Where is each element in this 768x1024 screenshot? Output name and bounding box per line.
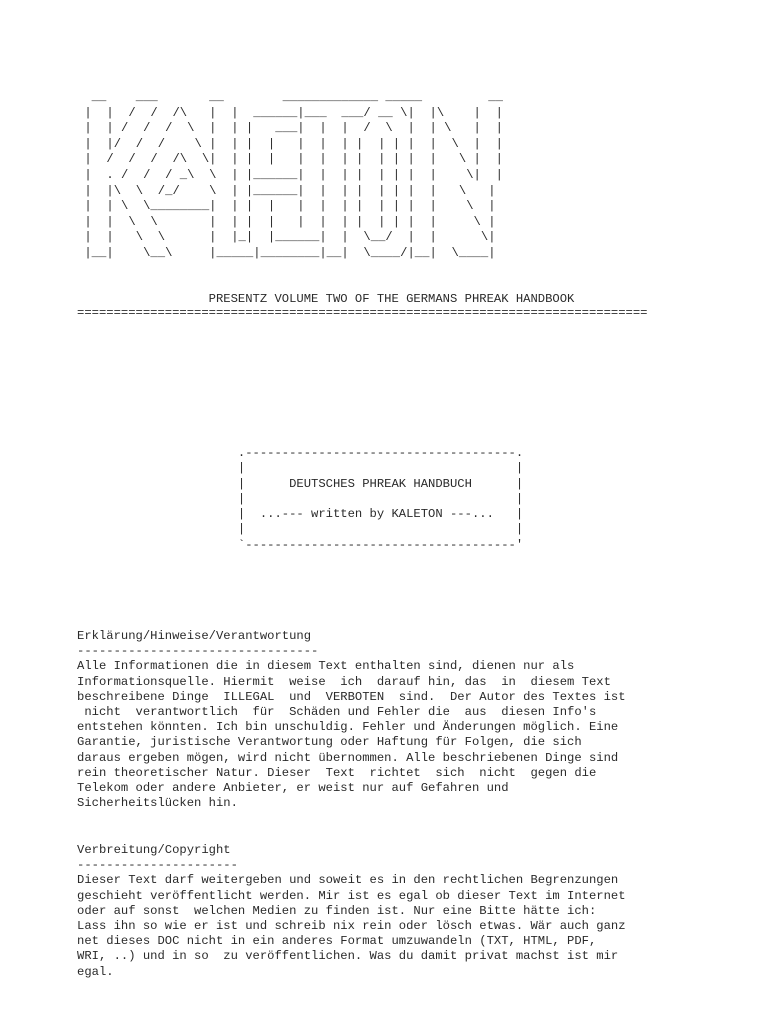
presentz-line: PRESENTZ VOLUME TWO OF THE GERMANS PHREAK HANDBOOK xyxy=(77,292,575,306)
section-body: Dieser Text darf weitergeben und soweit es in den rechtlichen Begrenzungen geschieht veröffentlicht werden. Mir ist es egal ob dieser Text im Internet oder auf sonst welchen Medien zu finden ist. Nur eine Bitte hätte ich: Lass ihn so wie er ist und schreib nix rein oder lösch etwas. Wär auch ganz net dieses DOC nicht in ein anderes Format umzuwandeln (TXT, HTML, PDF, WRI, ..) und in so zu veröffentlichen. Was du damit privat machst ist mir egal. xyxy=(77,873,626,979)
kaleton-ascii-logo: __ ___ __ _____________ _____ __ | | / / /\ | | ______|___ ___/ __ \| |\ | | | | / / / \ | | | ___| | | / \ | | \ | | | |/ / / \ | | | | | | | | | | | | \ | | | / / / /\ \| | | | | | | | | | | | \ | | | . / / / _\ \ | |______| | | | | | | | \| | | |\ \ /_/ \ | |______| | | | | | | | \ | | | \ \________| | | | | | | | | | | | \ | | | \ \ | | | | | | | | | | | | \ | | | \ \ | |_| |______| | \__/ | | \| |__| \__\ |_____|________|__| \____/|__| \____| xyxy=(84,90,503,260)
title-box: .-------------------------------------. | | | DEUTSCHES PHREAK HANDBUCH | | | | ...--- written by KALETON ---... | | | `-------------------------------------' xyxy=(237,446,524,552)
separator-rule: ============================================================================== xyxy=(77,306,648,320)
section-body: Alle Informationen die in diesem Text enthalten sind, dienen nur als Informationsquelle. Hiermit weise ich darauf hin, das in diesem Text beschreibene Dinge ILLEGAL und VERBOTEN sind. Der Autor des Textes ist nicht verantwortlich für Schäden und Fehler die aus diesen Info's entstehen könnten. Ich bin unschuldig. Fehler und Änderungen möglich. Eine Garantie, juristische Verantwortung oder Haftung für Folgen, die sich daraus ergeben mögen, wird nicht übernommen. Alle beschriebenen Dinge sind rein theoretischer Natur. Dieser Text richtet sich nicht gegen die Telekom oder andere Anbieter, er weist nur auf Gefahren und Sicherheitslücken hin. xyxy=(77,659,626,811)
section-disclaimer xyxy=(77,629,626,811)
section-heading: Verbreitung/Copyright xyxy=(77,843,231,857)
section-heading: Erklärung/Hinweise/Verantwortung xyxy=(77,629,312,643)
section-underline: --------------------------------- xyxy=(77,644,319,659)
section-underline: ---------------------- xyxy=(77,858,238,873)
section-copyright xyxy=(77,843,626,980)
